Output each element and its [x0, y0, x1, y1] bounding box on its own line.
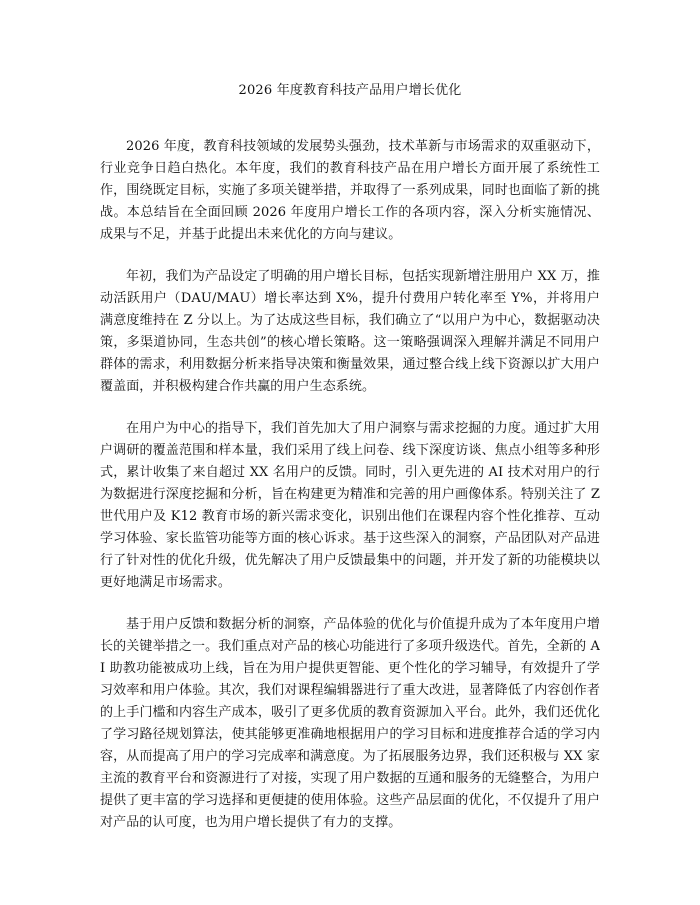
paragraph-goals-strategy: 年初，我们为产品设定了明确的用户增长目标，包括实现新增注册用户 XX 万，推动活跃用户（DAU/MAU）增长率达到 X%，提升付费用户转化率至 Y%，并将用户满意度维持在 Z 分以上。为了达成这些目标，我们确立了“以用户为中心，数据驱动决策，多渠道协同，生态共创”的核心增长策略。这一策略强调深入理解并满足不同用户群体的需求，利用数据分析来指导决策和衡量效果，通过整合线上线下资源以扩大用户覆盖面，并积极构建合作共赢的用户生态系统。: [100, 269, 600, 394]
paragraph-intro: 2026 年度，教育科技领域的发展势头强劲，技术革新与市场需求的双重驱动下，行业竞争日趋白热化。本年度，我们的教育科技产品在用户增长方面开展了系统性工作，围绕既定目标，实施了多项关键举措，并取得了一系列成果，同时也面临了新的挑战。本总结旨在全面回顾 2026 年度用户增长工作的各项内容，深入分析实施情况、成果与不足，并基于此提出未来优化的方向与建议。: [100, 139, 600, 242]
document-body: [100, 136, 600, 854]
paragraph-product-optimization: 基于用户反馈和数据分析的洞察，产品体验的优化与价值提升成为了本年度用户增长的关键举措之一。我们重点对产品的核心功能进行了多项升级迭代。首先，全新的 AI 助教功能被成功上线，旨在为用户提供更智能、更个性化的学习辅导，有效提升了学习效率和用户体验。其次，我们对课程编辑器进行了重大改进，显著降低了内容创作者的上手门槛和内容生产成本，吸引了更多优质的教育资源加入平台。此外，我们还优化了学习路径规划算法，使其能够更准确地根据用户的学习目标和进度推荐合适的学习内容，从而提高了用户的学习完成率和满意度。为了拓展服务边界，我们还积极与 XX 家主流的教育平台和资源进行了对接，实现了用户数据的互通和服务的无缝整合，为用户提供了更丰富的学习选择和更便捷的使用体验。这些产品层面的优化，不仅提升了用户对产品的认可度，也为用户增长提供了有力的支撑。: [100, 617, 600, 830]
document-title: 2026 年度教育科技产品用户增长优化: [238, 83, 462, 98]
paragraph-user-insight: 在用户为中心的指导下，我们首先加大了用户洞察与需求挖掘的力度。通过扩大用户调研的覆盖范围和样本量，我们采用了线上问卷、线下深度访谈、焦点小组等多种形式，累计收集了来自超过 XX 名用户的反馈。同时，引入更先进的 AI 技术对用户的行为数据进行深度挖掘和分析，旨在构建更为精准和完善的用户画像体系。特别关注了 Z 世代用户及 K12 教育市场的新兴需求变化，识别出他们在课程内容个性化推荐、互动学习体验、家长监管功能等方面的核心诉求。基于这些深入的洞察，产品团队对产品进行了针对性的优化升级，优先解决了用户反馈最集中的问题，并开发了新的功能模块以更好地满足市场需求。: [100, 421, 600, 590]
